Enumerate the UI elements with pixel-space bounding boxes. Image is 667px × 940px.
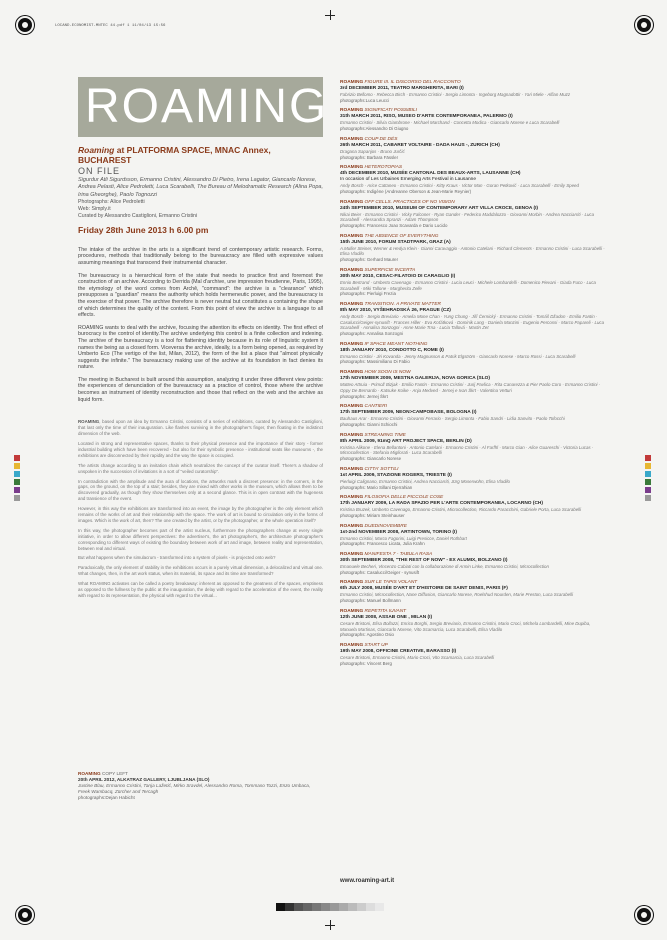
exhibition-photo-credit: photographs: Casalucci/Geiger - synusift [340,569,420,575]
exhibition-entry [340,234,608,263]
exhibition-title: ROAMING CITTA' SOTTILI [340,466,399,472]
copy-left-participants: Justine Blau, Ermanno Cristini, Tanja Lažetić, Mirko Sravdel, Alessandro Roma, Tommaso Tozzi, Enzo Umbaca, Freek Wambacq, Zürcher and Tercagh [78,783,311,795]
exhibition-venue: 17th NOVEMBER 2009, MESTNA GALERIJA, NOVA GORICA (SLO) [340,376,490,382]
exhibition-photo-credit: photographs: Gerhard Maurer [340,257,399,263]
copy-left-entry [78,771,323,801]
exhibition-venue: 4th DECEMBER 2010, MUSÉE CANTONAL DES BEAUX-ARTS, LAUSANNE (CH) [340,171,521,177]
greyscale-bar [276,903,384,911]
exhibition-photo-credit: photographs: Pierluigi Frezia [340,291,396,297]
event-subtitle: ON FILE [78,166,121,176]
paragraph: In contradiction with the amplitude and the aura of locations, the artworks mark a discreet presence: in the corners, in the gaps, on the ground, on the top of a stair; besides, they are mixed with other works in the museum, which allows them to be discovered gradually, as though they show themselves only at a second glance. This is in open contrast with the hugeness and transience of the event. [78,478,323,502]
exhibition-venue: 31th MARCH 2011, RISO, MUSEO D'ARTE CONTEMPORANEA, PALERMO (I) [340,114,513,120]
exhibition-entry [340,433,608,462]
exhibition-entry [340,643,608,666]
exhibition-venue: 24th SEPTEMBER 2010, MUSEUM OF CONTEMPORARY ART VILLA CROCE, GENOA (I) [340,205,539,211]
exhibition-title: ROAMING FIGURE III. IL DISCORSO DEL RACCONTO [340,80,461,85]
exhibition-list [340,80,608,671]
web-credit: Web: Simply.it [78,206,111,213]
exhibition-photo-credit: photographs: Francesco Licata, Julia Krahn [340,541,425,547]
exhibition-photo-credit: photographs: Mario Sillani Djerrahian [340,484,413,490]
exhibition-participants: Matteo Attruia · Primož Bizjak · Emilio Fantin · Ermanno Cristini · Jurij Pavlica · Rita Canarezza & Pier Paolo Coro · Ermanno Cristini · Oppy De Bernardo · Katsuke Koike · Anja Medved · Jernej e Ivan Škrt · Valentina Vetturi [340,382,601,393]
exhibition-participants: Ermanno Cristini · Silvia Giambrone · Michael Marchand · Concetta Modica · Giancarlo Norese e Luca Scarabelli [340,120,560,126]
paragraph: The meeting in Bucharest is built around this assumption, analyzing it under three different view points: the experiences of denunciation of the bureaucracy as a practice of control, those where the archive becomes an instrument of identity reconstruction and those that reflect on the web and the archive as liquid form. [78,376,323,403]
exhibition-photo-credit: photographs: Vincent Berg [340,660,392,666]
exhibition-title: ROAMING COUP DE DÉS [340,136,398,142]
exhibition-title: ROAMING THE ABSENCE OF EVERYTHING [340,233,439,239]
exhibition-note: In occasion of Les Urbaines Emerging Arts Festival in Lausanne [340,177,476,183]
exhibition-title: ROAMING HOW SOON IS NOW [340,370,411,376]
body-text [78,247,323,599]
exhibition-title: ROAMING DUEDINOVEMBRE [340,523,407,529]
exhibition-participants: Ermanno Cristini, Marco Fagorini, Luigi Presicce, Daniel Rothbart [340,535,467,541]
exhibition-participants: Andy Bosch · Arice Cattaneo · Ermanno Cristini · Kitty Kraus · Victor Man · Goran Petković · Luca Scarabelli · Emily Speed [340,183,579,189]
exhibition-entry [340,404,608,427]
exhibition-title: ROAMING CANTIERI [340,404,387,410]
exhibition-venue: 18th JANUARY 2010, CONDOTTO C, ROME (I) [340,347,444,353]
exhibition-entry [340,467,608,490]
exhibition-participants: Cesare Bristoni, Ermanno Cristini, Mario Croci, Vito Scamarcia, Luca Scarabelli [340,654,495,660]
registration-mark [16,16,34,34]
paragraph: The intake of the archive in the arts is a significant trend of contemporary artistic research. Forms, procedures, methods that traditionally belong to the bureaucracy are filled with expressive values assuming meanings that transcend their instrumental character. [78,246,323,266]
exhibition-participants: Dragana Sapanjos · Bruno Jurčić [340,148,405,154]
paragraph: ROAMING wants to deal with the archive, focusing the attention its effects on identity. The first effect of burocracy is the control of identity.The archive underlying this control is a finite collection and indexing. The archive of the bureaucracy is a tool for flattening identity because in its role of linguistic system it names the being as a closed form. Viceversa the archive, ideally, is a form being opened, as required by Umberto Eco (The vertigo of the list, Milan, 2012), the form of the list a place that "almost physically suggests the infinite." The bureaucracy making use of the archive at its foundation in fact denies its nature. [78,324,323,371]
exhibition-venue: 3rd DECEMBER 2011, TEATRO MARGHERITA, BARI (I) [340,86,464,91]
color-bar-left [14,455,20,503]
exhibition-entry [340,80,608,103]
exhibition-photo-credit: photographs: Barbara Fässler [340,154,399,160]
exhibition-title: ROAMING MANIFESTA 7 - TABULA RASA [340,552,433,558]
exhibition-venue: 8th MAY 2010, VYŠEHRADSKÁ 26, PRAGUE (CZ) [340,307,451,313]
registration-mark [635,16,653,34]
registration-mark [635,906,653,924]
paragraph: However, in this way the exhibitions are transformed into an event, the image by the photographer is the only element which remains of the works of art and their relationship with the space. The work of art is bound to circulation only in the forms of images. Which is the work of art, then? The one created by the artist, or by the photographer, or the whole operation itself? [78,506,323,523]
exhibition-participants: Nikai Beier · Ermanno Cristini · Vicky Falconer · Ryan Gander · Federico Maddalozzo · Giovanni Morbin · Andrea Nacciarriti · Luca Scarabelli · Alessandra Spranzi · Adam Thompson [340,211,595,223]
exhibition-entry [340,524,608,547]
paragraph: What ROAMING activates can be called a poetry breakaway: inherent as opposed to the greatness of the spaces, emptiness as opposed to the fullness by the public at the inauguration, the delay with regard to the acceleration of the event, the reality with regard to its representation, the physical with regard to the virtual... [78,581,323,598]
exhibition-entry [340,302,608,337]
exhibition-participants: Ermanno Cristini, Microcollection, Nane Diffusion, Giancarlo Norese, Roelshud Nourden, Marie Preston, Luca Scarabelli [340,592,574,598]
crop-mark [325,10,335,20]
exhibition-participants: Pierluigi Calignano, Ermanno Cristini, Andrea Nacciarriti, Jürg Moserwohn, Elisa Vladilo [340,478,510,484]
exhibition-photo-credit: photographs: Miriam Steinhauser [340,512,405,518]
exhibition-title: ROAMING SIGNIFICATI POSSIBILI [340,108,417,114]
exhibition-photo-credit: photographs: Massimiliano Di Fabio [340,359,410,365]
exhibition-title: ROAMING TRANSITION. A PRIVATE MATTER [340,301,442,307]
crop-mark [325,920,335,930]
registration-mark [16,906,34,924]
artist-list: Sigurdur Atli Sigurdsson, Ermanno Cristini, Alessandro Di Pietro, Irena Lagator, Giancarlo Norese, Andrea Pelasti, Alice Pedroletti, Luca Scarabelli, The Bureau of Melodramatic Research (Alina Popa, Irina Gheorghe), Paolo Tognozzi [78,177,323,198]
exhibition-entry [340,342,608,365]
exhibition-title: ROAMING REPETITA IUVANT [340,608,407,614]
exhibition-participants: Bauhaus Arar · Ermanno Cristini · Giovanni Ferrario · Sergio Limonta · Fabio Sandri · Lidia Sanvito · Paolo Tofocchi [340,416,565,422]
exhibition-title: ROAMING SUPERFICIE INCERTA [340,267,416,273]
exhibition-participants: Ennio Bertrand · Umberto Cavenago · Ermanno Cristini · Lucia Leuci · Michele Lombardelli · Domenico Pievani · Giada Fuco · Luca Scarabelli · Miki Tallone · Margherita Zelle [340,279,596,291]
exhibition-photo-credit: photographs: Manuel Bollmann [340,598,401,604]
exhibition-entry [340,495,608,518]
photo-credit: Photographs: Alice Pedroletti [78,198,145,205]
exhibition-venue: 26th MARCH 2011, CABARET VOLTAIRE - DADA HAUS -, ZURICH (CH) [340,142,500,148]
exhibition-entry [340,609,608,638]
exhibition-venue: 6th JULY 2008, MUSÉE D'ART ET D'HISTOIRE DE SAINT DENIS, PARIS (F) [340,586,508,592]
exhibition-title: ROAMING FILOSOFIA DELLE PICCOLE COSE [340,495,444,501]
copy-left-venue: 20th APRIL 2012, ALKATRAZ GALLERY, LJUBLJANA (SLO) [78,777,210,783]
exhibition-entry [340,580,608,603]
paragraph: The artists change according to an invitation chain which neutralizes the concept of the curator itself. There's a shadow of unspoken in the succession of invitations in a sort of "veiled curatorship". [78,462,323,474]
event-title: Roaming at PLATFORMA SPACE, MNAC Annex, BUCHAREST [78,145,271,165]
event-date: Friday 28th June 2013 h 6.00 pm [78,224,209,235]
exhibition-participants: Kristina Alikone · Elena Bellantoni · Antonio Catelani · Ermanno Cristini · Al Farfhl · Marco Gian · Alice Guareschi · Victoria Lucas · Microcollection · Stefania Migliorati · Luca Scarabelli [340,444,594,456]
banner-title: ROAMING [85,80,329,133]
exhibition-participants: Andy Bosch · Sergio Breviario · Amelia Mone Chan · Yung Chung · Jiří Černický · Ermanno Cristini · Tomáš Džadon · Emilio Fantin · Casalucci/Geiger-synusift · Frances Hiller · Eva Koťátková · Dominik Lang · Daniela Manzini · Eugenio Percossi · Marco Papareli · Luca Scarabelli · Annalisa Sonzogni · Anne Marie Trna · Lucia Tallová · Martin Zet [340,313,605,331]
paragraph: But what happens when the simulacrum - transformed into a system of pixels - is projected onto web? [78,555,276,561]
color-bar-right [645,455,651,503]
paragraph: Located in strong and representative spaces, thanks to their physical presence and the importance of their story - former industrial building which have been recovered - but also for their symbolic presence - institutional seats like museums -, the exhibitions are disconnected by their rapidity and the way the space is occupied. [78,440,323,458]
exhibition-photo-credit: photographs:Alessandro Di Giugno [340,126,409,132]
exhibition-photo-credit: photographs: Indigène (Andreanne Oberson & Jean-Marie Reynier) [340,188,472,194]
curator-credit: Curated by Alessandro Castiglioni, Ermanno Cristini [78,213,198,220]
exhibition-venue: 17th JANUARY 2009, LA RADA SPAZIO PER L'ARTE CONTEMPORANEA, LOCARNO (CH) [340,501,543,507]
exhibition-photo-credit: photographs: Giancarlo Norese [340,456,402,462]
exhibition-venue: 8th APRIL 2009, 91mQ ART PROJECT SPACE, BERLIN (D) [340,438,472,444]
exhibition-venue: 15th JUNE 2010, FORUM STADTPARK, GRAZ (A) [340,239,451,245]
exhibition-venue: 1st-2nd NOVEMBER 2008, ARTINTOWN, TORINO (I) [340,529,457,535]
exhibition-participants: Fabrizio Bellomo · Rebecca Birch · Ermanno Cristini · Sergio Limonta · Ingeborg Magnadottir · Yari Miele · Alfian Muzz [340,92,571,97]
roaming-banner [78,77,329,137]
exhibition-participants: Cesare Bristoni, Elisa Bollazzi, Enrico Borghi, Sergio Breviario, Ermanno Cristini, Mario Croci, Michela Lombardelli, Mine Dupiba, Manuela Martinas, Giancarlo Norese, Vito Scamarcia, Luca Scarabelli, Elisa Vladilo [340,620,591,632]
exhibition-entry [340,137,608,160]
exhibition-venue: 1st APRIL 2009, STAZIONE ROGERS, TRIESTE (I) [340,472,452,478]
exhibition-photo-credit: photographs: Jernej Škrt [340,393,388,399]
copy-left-photo: photographs:Dejan Habicht [78,795,135,801]
exhibition-venue: 30th SEPTEMBER 2008, "THE REST OF NOW" - EX ALUMIX, BOLZANO (I) [340,558,508,564]
exhibition-entry [340,370,608,399]
exhibition-venue: 30th MAY 2010, CESAC-FILATOIO DI CARAGLIO (I) [340,273,456,279]
print-header: LOCAND-ECONOMIST-MNTEC 44.pdf 1 11/04/13 15:56 [55,24,166,28]
exhibition-participants: Ermanno Cristini · Jiri Kovanda · Jenny Magnusson & Patrik Elgström · Giancarlo Norese · Marco Rossi · Luca Scarabelli [340,353,576,359]
exhibition-venue: 19th MAY 2008, OFFICINE CREATIVE, BARASSO (I) [340,648,457,654]
exhibition-title: ROAMING HETEROTOPIAS [340,165,403,171]
exhibition-entry [340,108,608,131]
exhibition-title: ROAMING START UP [340,642,388,648]
exhibition-title: ROAMING IF SPACE MEANT NOTHING [340,341,428,347]
exhibition-entry [340,200,608,229]
paragraph: ROAMING, based upon an idea by Ermanno Cristini, consists of a series of exhibitions, curated by Alessandro Castiglioni, that last only the time of their inauguration. Like flashes surviving in the photographer's finger, then floating in the indistinct dimension of the web. [78,419,323,437]
exhibition-participants: Emanuele Becheri, Vincenzo Cabiati con la collaborazione di Armin Linke, Ermanno Cristini, Microcollection [340,564,549,570]
exhibition-photo-credit: photographs: Gianni Schiochi [340,421,398,427]
paragraph: In this way, the photographer becomes part of the artist nucleus, furthermore the photographers change at every single initiative, in order to allow different perspectives: the advertiser's, the art photographer's, the architecture photographer's corresponding to different ways of existing the boundary between work of art and image, between reality and representation, between real and virtual. [78,527,323,551]
exhibition-venue: 12th JUNE 2008, ASSAB ONE , MILAN (I) [340,614,433,620]
exhibition-participants: A.Muller Steiner, Werner & Hedya Klein · Gianni Caravaggio · Antonio Catelani · Richard Clements · Ermanno Cristini · Luca Scarabelli · Elisa Vladilo [340,245,605,257]
website-link[interactable]: www.roaming-art.it [340,878,395,884]
exhibition-venue: 17th SEPTEMBER 2009, NEON>CAMPOBASE, BOLOGNA (I) [340,410,477,416]
left-column [78,145,323,603]
exhibition-photo-credit: photographs: Francesco Joao Scavarda e Dario Lucido [340,223,448,229]
exhibition-photo-credit: photographs:Luca Leucci [340,97,390,103]
paragraph: Paradoxically, the only element of stability in the exhibitions occurs in a purely virtual dimension, a delocalized and virtual one. What changes, then, in the art work status, when its material, its space and its time are transformed? [78,565,323,577]
exhibition-photo-credit: photographs: Annalisa Sonzogni [340,331,403,337]
paragraph: The bureaucracy is a hierarchical form of the state that needs to practice first and foremost the construction of an archive. According to Derrida (Mal d'archive, une impression freudienne, Paris, 1995), the etymology of the word comes from Archê, "command": the archive is a "clearance" which presupposes a "guardian" means the authority which holds hermeneutic power, and the bureaucracy is the exercise of that power. The archive therefore is never neutral but constitutes a containing the shape of which determines the quality of the content. From this point of view the archive is a language to all effects. [78,272,323,319]
exhibition-entry [340,268,608,297]
exhibition-entry [340,552,608,575]
exhibition-title: ROAMING STREAMING TIME [340,432,406,438]
exhibition-photo-credit: photographs: Agostino Osio [340,632,394,638]
exhibition-participants: Kristina Bruzek, Umberto Cavenago, Ermanno Cristini, Microcollection, Riccardo Paracchini, Gabriele Porta, Luca Scarabelli [340,507,582,513]
exhibition-title: ROAMING SUR LE TAPIS VOLANT [340,580,418,586]
exhibition-title: ROAMING OFF CELLS. PRACTICES OF NO VISION [340,199,455,205]
copy-left-title: ROAMING COPY LEFT [78,771,128,776]
exhibition-entry [340,165,608,194]
